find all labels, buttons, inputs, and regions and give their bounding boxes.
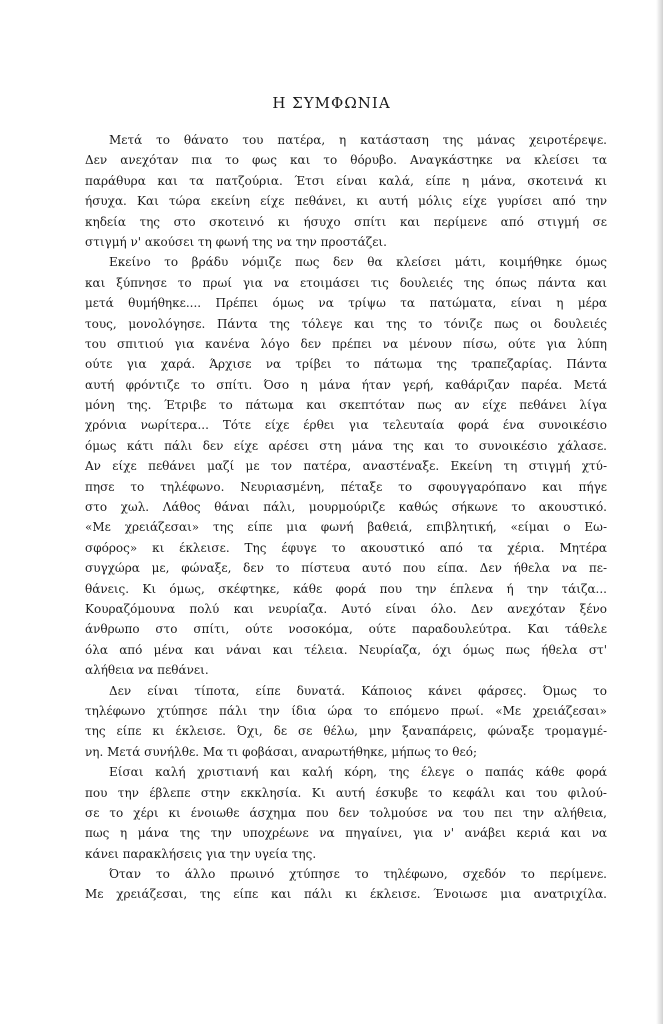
- text-line: σε το χέρι κι ένοιωθε άσχημα που δεν τολμούσε να του πει την αλήθεια,: [85, 805, 607, 820]
- text-line: ήσυχα. Και τώρα εκείνη είχε πεθάνει, κι αυτή μόλις είχε γυρίσει από την: [85, 194, 607, 209]
- text-line: «Με χρειάζεσαι» της είπε μια φωνή βαθειά, επιβλητική, «είμαι ο Εω-: [85, 520, 607, 535]
- text-line: Μετά το θάνατο του πατέρα, η κατάσταση της μάνας χειροτέρεψε.: [109, 133, 607, 147]
- text-line: στιγμή ν' ακούσει τη φωνή της να την προστάζει.: [85, 234, 387, 249]
- text-line: χρόνια νωρίτερα... Τότε είχε έρθει για τελευταία φορά ένα συνοικέσιο: [85, 418, 607, 433]
- text-line: τηλέφωνο χτύπησε πάλι την ίδια ώρα το επόμενο πρωί. «Με χρειάζεσαι»: [85, 703, 607, 718]
- text-line: που την έβλεπε στην εκκλησία. Κι αυτή έσκυβε το κεφάλι και του φιλού-: [85, 785, 607, 800]
- text-line: Είσαι καλή χριστιανή και καλή κόρη, της έλεγε ο παπάς κάθε φορά: [109, 765, 607, 780]
- text-line: στο χωλ. Λάθος θάναι πάλι, μουρμούριζε καθώς σήκωνε το ακουστικό.: [85, 500, 607, 515]
- text-line: θάνεις. Κι όμως, σκέφτηκε, κάθε φορά που την έπλενα ή την τάιζα...: [85, 581, 607, 596]
- text-line: Δεν είναι τίποτα, είπε δυνατά. Κάποιος κάνει φάρσες. Όμως το: [109, 683, 607, 698]
- text-line: ούτε για χαρά. Άρχισε να τρίβει το πάτωμα της τραπεζαρίας. Πάντα: [85, 357, 607, 372]
- text-line: αυτή φρόντιζε το σπίτι. Όσο η μάνα ήταν γερή, καθάριζαν παρέα. Μετά: [85, 377, 607, 392]
- body-text: [85, 130, 607, 905]
- text-line: άνθρωπο στο σπίτι, ούτε νοσοκόμα, ούτε παραδουλεύτρα. Και τάθελε: [85, 622, 607, 637]
- text-line: αλήθεια να πεθάνει.: [85, 663, 209, 678]
- text-line: κάνει παρακλήσεις για την υγεία της.: [85, 846, 317, 861]
- text-line: τους, μονολόγησε. Πάντα της τόλεγε και της το τόνιζε πως οι δουλειές: [85, 316, 607, 331]
- text-line: Δεν ανεχόταν πια το φως και το θόρυβο. Αναγκάστηκε να κλείσει τα: [85, 153, 607, 168]
- text-line: Με χρειάζεσαι, της είπε και πάλι κι έκλεισε. Ένοιωσε μια ανατριχίλα.: [85, 887, 607, 902]
- text-line: του σπιτιού για κανένα λόγο δεν πρέπει να μένουν πίσω, ούτε για λύπη: [85, 336, 607, 351]
- text-line: πως η μάνα της την υποχρέωνε να πηγαίνει, για ν' ανάβει κεριά και να: [85, 826, 607, 841]
- text-line: σφόρος» κι έκλεισε. Της έφυγε το ακουστικό από τα χέρια. Μητέρα: [85, 540, 607, 555]
- text-line: όμως κάτι πάλι δεν είχε αρέσει στη μάνα της και το συνοικέσιο χάλασε.: [85, 438, 607, 453]
- text-line: νη. Μετά συνήλθε. Μα τι φοβάσαι, αναρωτήθηκε, μήπως το θεό;: [85, 744, 477, 759]
- page-edge-shadow: [656, 0, 663, 1024]
- text-line: μετά θυμήθηκε.... Πρέπει όμως να τρίψω τα πατώματα, είναι η μέρα: [85, 296, 607, 311]
- chapter-title: Η ΣΥΜΦΩΝΙΑ: [272, 94, 391, 112]
- text-line: Αν είχε πεθάνει μαζί με τον πατέρα, αναστέναξε. Εκείνη τη στιγμή χτύ-: [85, 459, 607, 474]
- text-line: πησε το τηλέφωνο. Νευριασμένη, πέταξε το σφουγγαρόπανο και πήγε: [85, 479, 607, 494]
- text-line: Εκείνο το βράδυ νόμιζε πως δεν θα κλείσει μάτι, κοιμήθηκε όμως: [109, 255, 607, 270]
- text-line: παράθυρα και τα πατζούρια. Έτσι είναι καλά, είπε η μάνα, σκοτεινά κι: [85, 173, 607, 188]
- text-line: της είπε κι έκλεισε. Όχι, δε σε θέλω, μην ξαναπάρεις, φώναξε τρομαγμέ-: [85, 724, 607, 739]
- text-line: όλα από μένα και νάναι και τέλεια. Νευρίαζα, όχι όμως πως ήθελα στ': [85, 642, 607, 657]
- text-line: κηδεία της στο σκοτεινό κι ήσυχο σπίτι και περίμενε από στιγμή σε: [85, 214, 607, 229]
- text-line: μόνη της. Έτριβε το πάτωμα και σκεπτόταν πως αν είχε πεθάνει λίγα: [85, 398, 607, 413]
- text-line: συγχώρα με, φώναξε, δεν το πίστευα αυτό που είπα. Δεν ήθελα να πε-: [85, 561, 607, 576]
- text-line: Όταν το άλλο πρωινό χτύπησε το τηλέφωνο, σχεδόν το περίμενε.: [109, 867, 607, 882]
- text-line: Κουραζόμουνα πολύ και νευρίαζα. Αυτό είναι όλο. Δεν ανεχόταν ξένο: [85, 601, 607, 616]
- text-line: και ξύπνησε το πρωί για να ετοιμάσει τις δουλειές της όπως πάντα και: [85, 275, 607, 290]
